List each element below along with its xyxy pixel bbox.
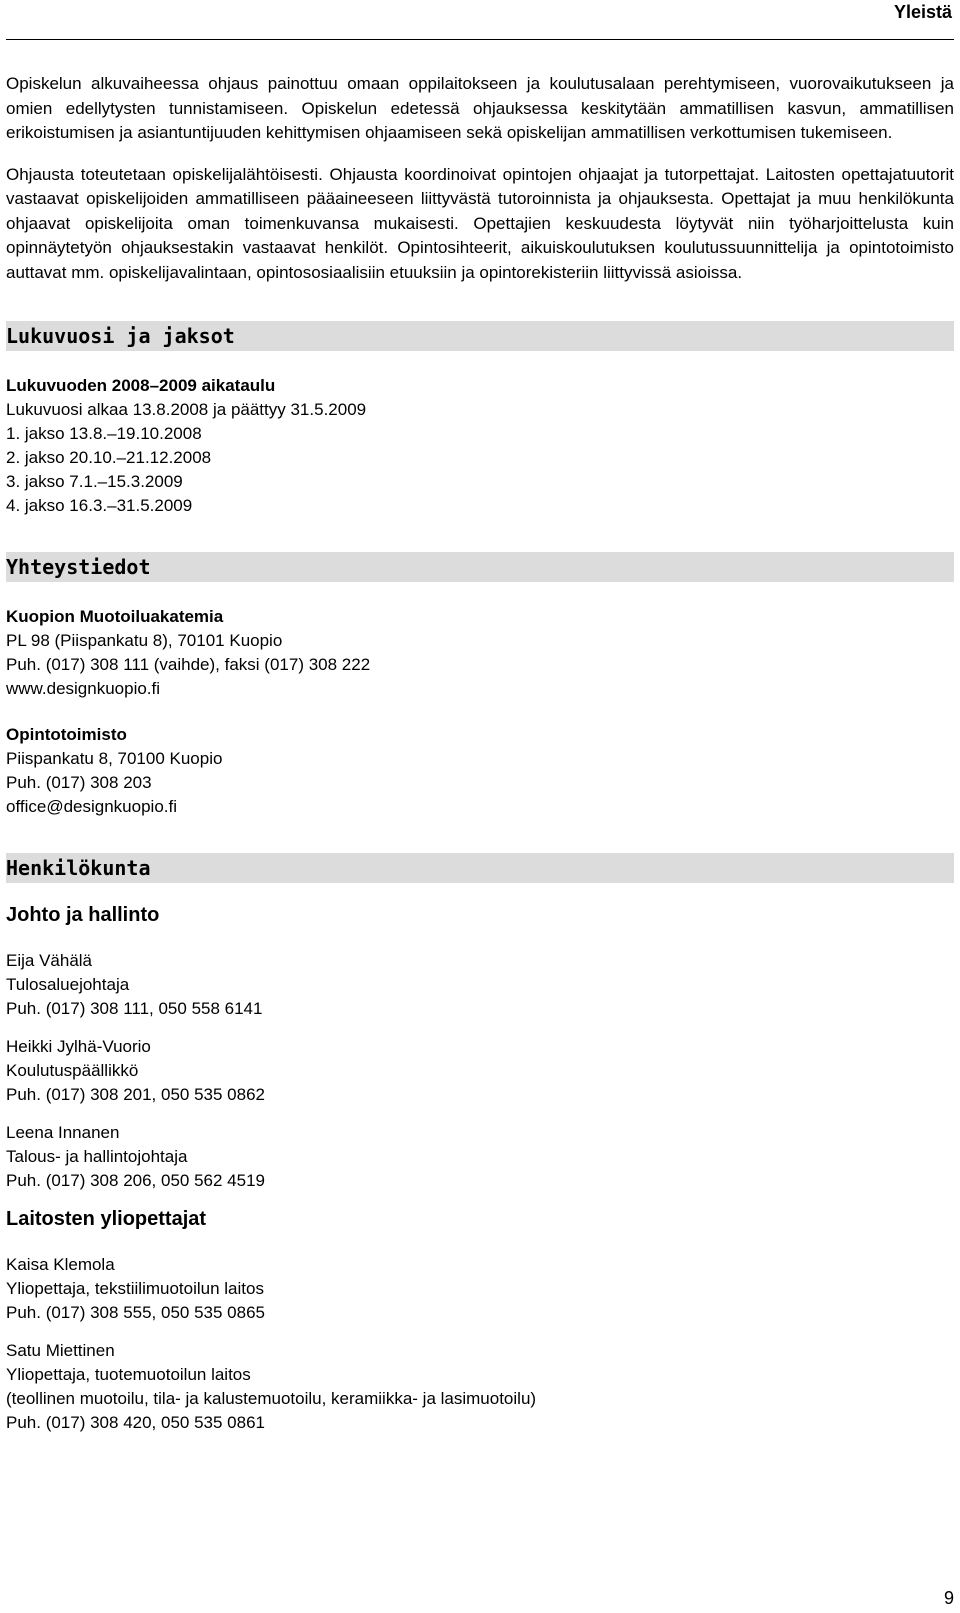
intro-paragraph-1: Opiskelun alkuvaiheessa ohjaus painottuu omaan oppilaitokseen ja koulutusalaan perehtymiseen, vuorovaikutukseen ja omien edellytysten tunnistamiseen. Opiskelun edetessä ohjauksessa keskitytään ammatillisen kasvun, ammatillisen erikoistumisen ja asiantuntijuuden kehittymisen ohjaamiseen sekä opiskelijan ammatillisen verkottumisen tukemiseen. bbox=[6, 74, 954, 142]
staff-phone: Puh. (017) 308 420, 050 535 0861 bbox=[6, 1413, 265, 1432]
schedule-line: Lukuvuosi alkaa 13.8.2008 ja päättyy 31.5.2009 bbox=[6, 400, 367, 419]
header-rule bbox=[6, 39, 954, 40]
staff-group-title: Laitosten yliopettajat bbox=[6, 1208, 207, 1230]
staff-role: Tulosaluejohtaja bbox=[6, 975, 130, 994]
staff-role: Koulutuspäällikkö bbox=[6, 1061, 139, 1080]
page-number: 9 bbox=[943, 1588, 954, 1608]
staff-name: Leena Innanen bbox=[6, 1123, 120, 1142]
contact-line: office@designkuopio.fi bbox=[6, 797, 177, 816]
staff-role: Yliopettaja, tuotemuotoilun laitos bbox=[6, 1365, 251, 1384]
staff-phone: Puh. (017) 308 201, 050 535 0862 bbox=[6, 1085, 265, 1104]
contact-line: Piispankatu 8, 70100 Kuopio bbox=[6, 749, 223, 768]
schedule-title: Lukuvuoden 2008–2009 aikataulu bbox=[6, 376, 276, 395]
contact-line: Puh. (017) 308 111 (vaihde), faksi (017) 308 222 bbox=[6, 655, 371, 674]
schedule-line: 3. jakso 7.1.–15.3.2009 bbox=[6, 472, 183, 491]
section-header-lukuvuosi: Lukuvuosi ja jaksot bbox=[6, 321, 954, 351]
staff-phone: Puh. (017) 308 206, 050 562 4519 bbox=[6, 1171, 265, 1190]
staff-group-title: Johto ja hallinto bbox=[6, 904, 160, 926]
staff-note: (teollinen muotoilu, tila- ja kalustemuotoilu, keramiikka- ja lasimuotoilu) bbox=[6, 1389, 537, 1408]
schedule-line: 4. jakso 16.3.–31.5.2009 bbox=[6, 496, 193, 515]
staff-phone: Puh. (017) 308 555, 050 535 0865 bbox=[6, 1303, 265, 1322]
contact-line: Puh. (017) 308 203 bbox=[6, 773, 152, 792]
staff-phone: Puh. (017) 308 111, 050 558 6141 bbox=[6, 999, 263, 1018]
staff-name: Heikki Jylhä-Vuorio bbox=[6, 1037, 151, 1056]
contact-line: PL 98 (Piispankatu 8), 70101 Kuopio bbox=[6, 631, 283, 650]
contact-line: www.designkuopio.fi bbox=[6, 679, 161, 698]
section-tag: Yleistä bbox=[893, 2, 952, 22]
section-header-henkilokunta: Henkilökunta bbox=[6, 853, 954, 883]
staff-name: Satu Miettinen bbox=[6, 1341, 115, 1360]
staff-role: Yliopettaja, tekstiilimuotoilun laitos bbox=[6, 1279, 264, 1298]
schedule-line: 2. jakso 20.10.–21.12.2008 bbox=[6, 448, 212, 467]
schedule-line: 1. jakso 13.8.–19.10.2008 bbox=[6, 424, 202, 443]
staff-name: Eija Vähälä bbox=[6, 951, 93, 970]
section-header-yhteystiedot: Yhteystiedot bbox=[6, 552, 954, 582]
staff-role: Talous- ja hallintojohtaja bbox=[6, 1147, 188, 1166]
contact-title: Kuopion Muotoiluakatemia bbox=[6, 607, 224, 626]
intro-paragraph-2: Ohjausta toteutetaan opiskelijalähtöisesti. Ohjausta koordinoivat opintojen ohjaajat ja tutorpettajat. Laitosten opettajatuutorit vastaavat opiskelijoiden ammatilliseen pääaineeseen liittyvästä tutoroinnista ja ohjauksesta. Opettajat ja muu henkilökunta ohjaavat opiskelijoita oman toimenkuvansa mukaisesti. Opettajien keskuudesta löytyvät niin työharjoittelusta kuin opinnäytetyön ohjauksestakin vastaavat henkilöt. Opintosihteerit, aikuiskoulutuksen koulutussuunnittelija ja opintotoimisto auttavat mm. opiskelijavalintaan, opintososiaalisiin etuuksiin ja opintorekisteriin liittyvissä asioissa. bbox=[6, 164, 954, 282]
staff-name: Kaisa Klemola bbox=[6, 1255, 115, 1274]
page-content bbox=[6, 72, 954, 1435]
contact-title: Opintotoimisto bbox=[6, 725, 127, 744]
